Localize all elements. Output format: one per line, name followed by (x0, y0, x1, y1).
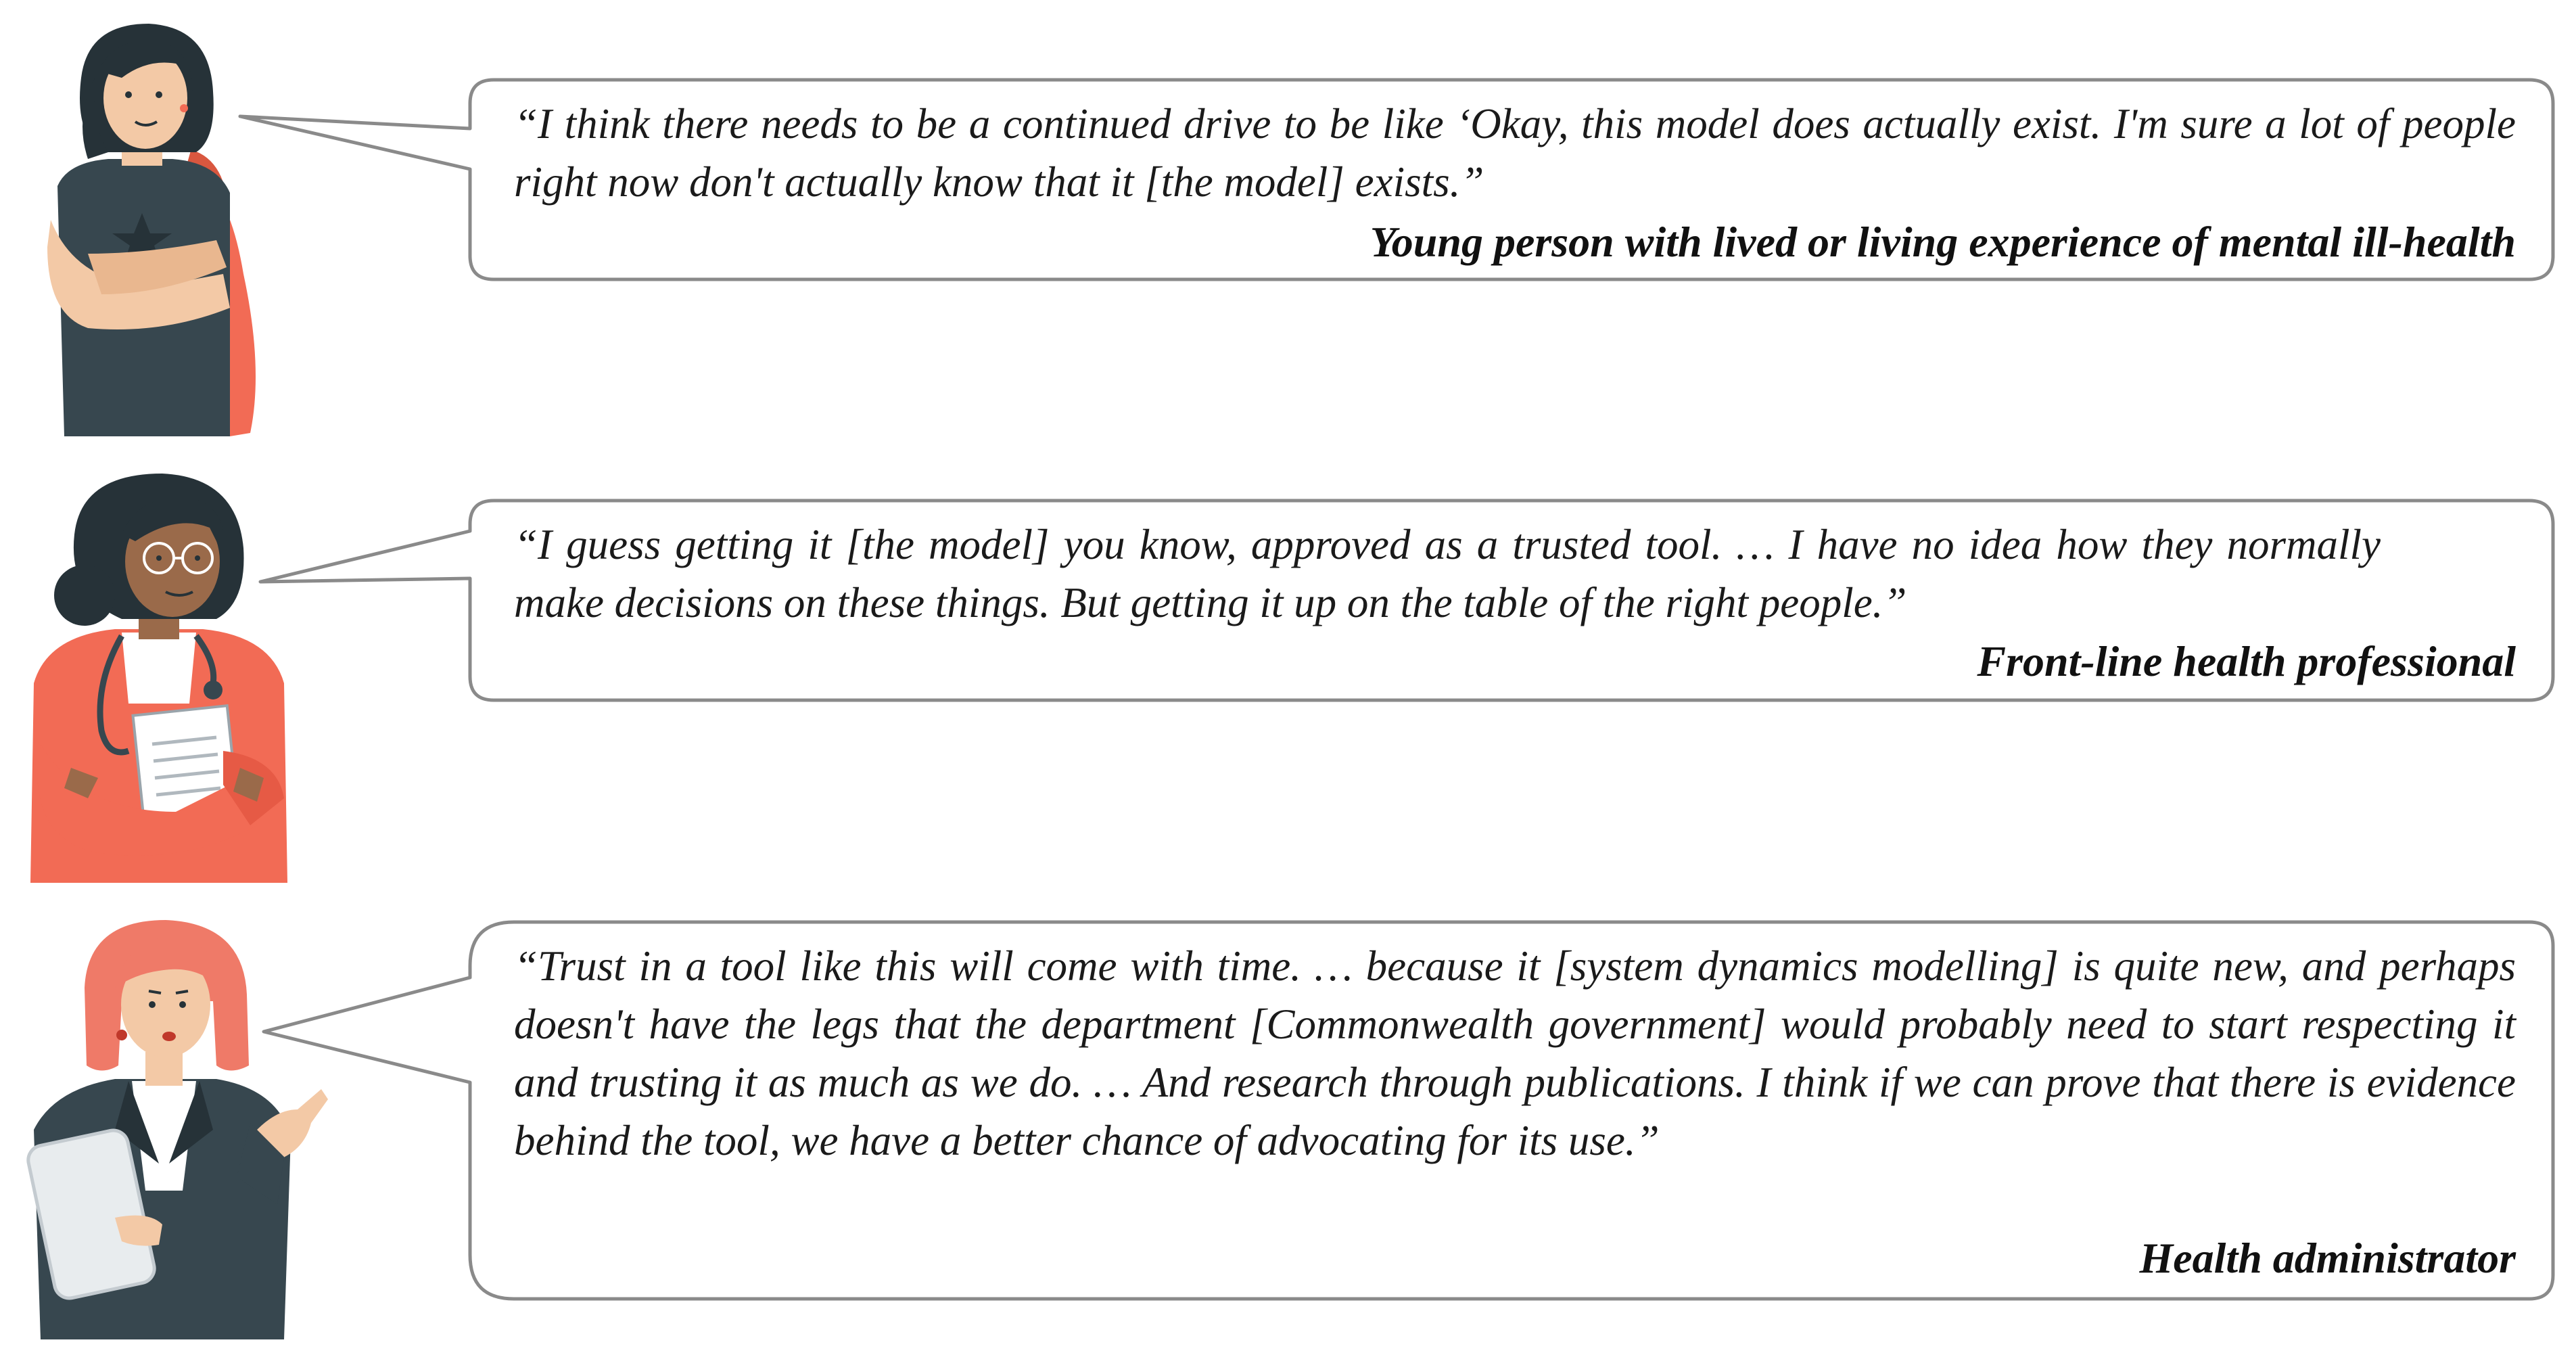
speaker-label: Young person with lived or living experience of mental ill-health (1369, 218, 2516, 266)
quote-text: “Trust in a tool like this will come with time. … because it [system dynamics modelling] is quite new, and perhaps doesn't have the legs that the department [Commonwealth government] would probably need to start respecting it and trusting it as much as we do. … And research through publications. I think if we can prove that there is evidence behind the tool, we have a better chance of advocating for its use.” (514, 942, 2516, 1164)
speaker-label: Front-line health professional (1977, 637, 2516, 685)
quote-text: “I guess getting it [the model] you know, approved as a trusted tool. … I have no idea how they normally make decisions on these things. But getting it up on the table of the right people.” (514, 521, 2381, 626)
speaker-label: Health administrator (2139, 1234, 2516, 1282)
quote-text: “I think there needs to be a continued drive to be like ‘Okay, this model does actually exist. I'm sure a lot of people right now don't actually know that it [the model] exists.” (514, 100, 2516, 206)
